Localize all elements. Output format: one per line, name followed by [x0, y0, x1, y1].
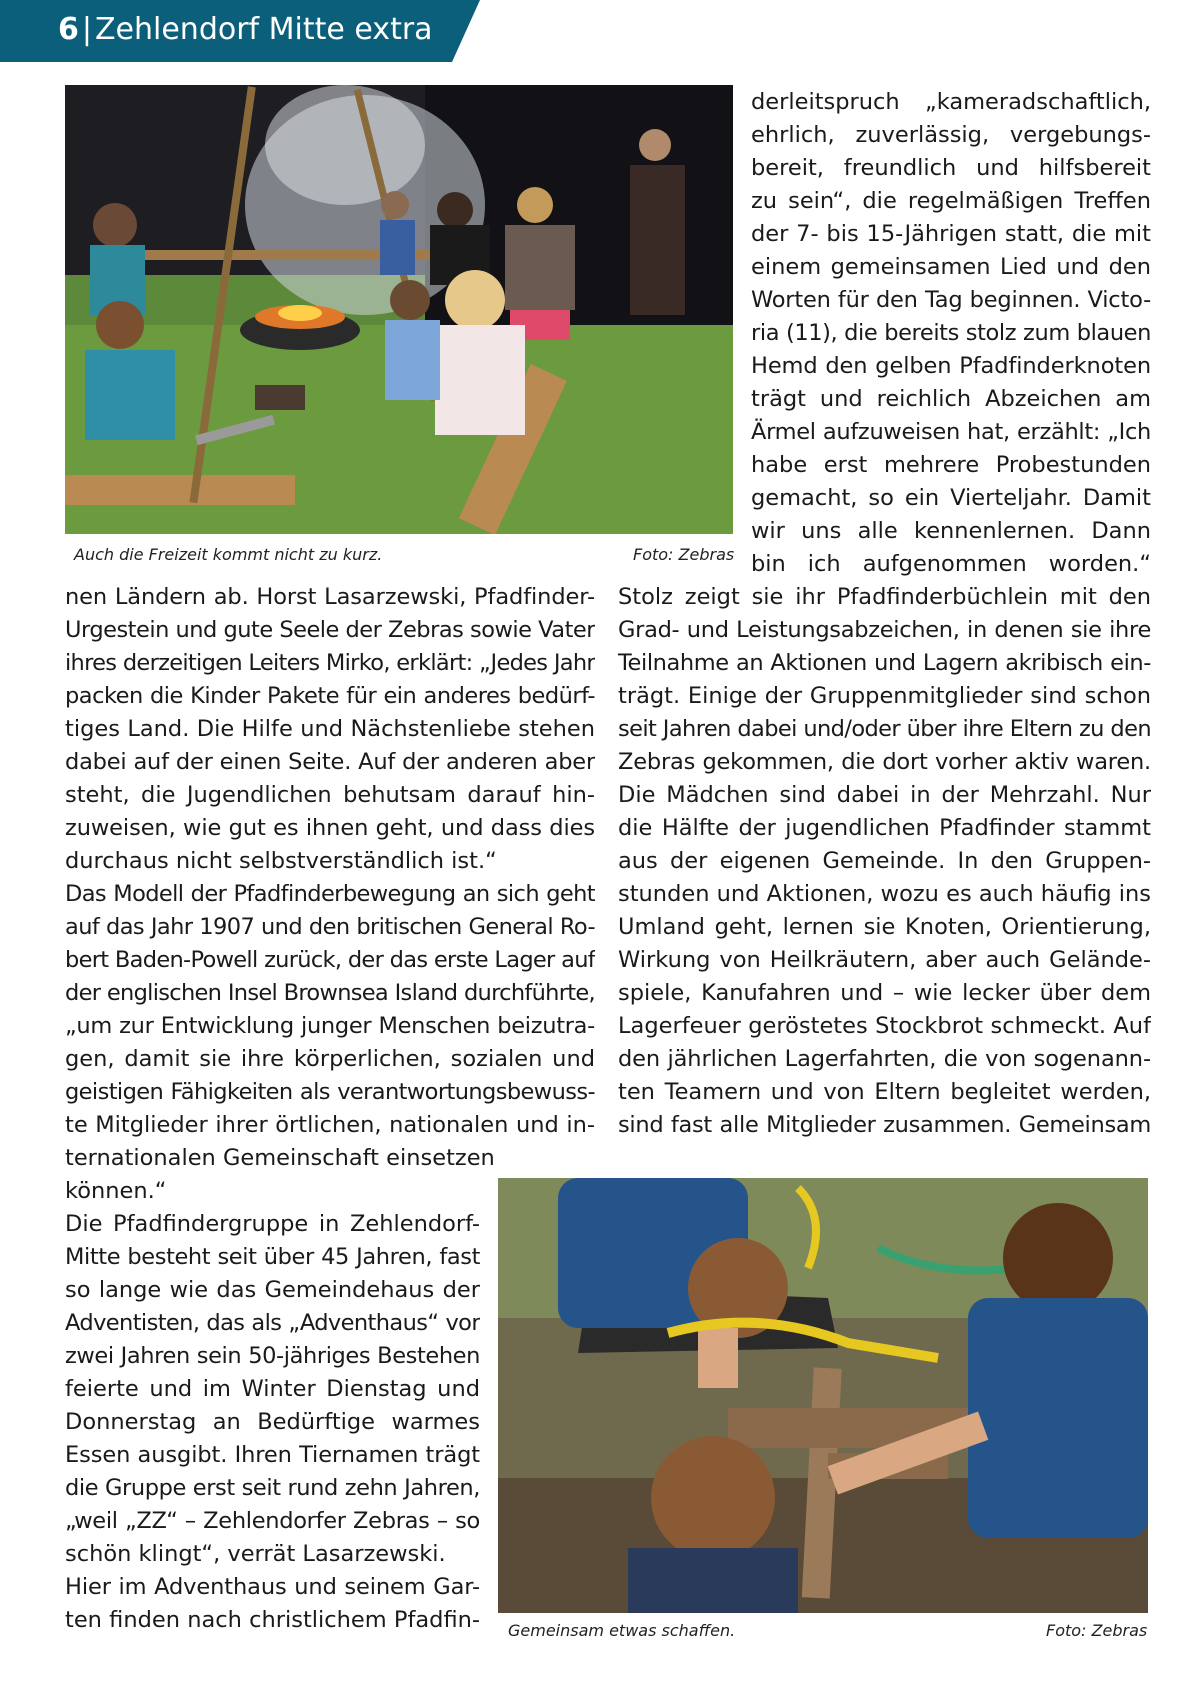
- text-line: so lange wie das Gemeindehaus der: [65, 1277, 480, 1303]
- text-line: „um zur Entwicklung junger Menschen beizutra-: [65, 1013, 595, 1039]
- text-line: Wirkung von Heilkräutern, aber auch Gelände-: [618, 947, 1151, 973]
- text-line: Hier im Adventhaus und seinem Gar-: [65, 1574, 480, 1600]
- text-line: gen, damit sie ihre körperlichen, sozialen und: [65, 1046, 595, 1072]
- text-line: auf das Jahr 1907 und den britischen General Ro-: [65, 914, 595, 940]
- text-line: bin ich aufgenommen worden.“: [751, 551, 1151, 577]
- photo-sawing-wood: [498, 1178, 1148, 1613]
- text-line: zwei Jahren sein 50-jähriges Bestehen: [65, 1343, 480, 1369]
- text-line: Ärmel aufzuweisen hat, erzählt: „Ich: [751, 419, 1151, 445]
- photo2-caption: Gemeinsam etwas schaffen.: [508, 1621, 736, 1640]
- text-line: spiele, Kanufahren und – wie lecker über dem: [618, 980, 1151, 1006]
- text-line: schön klingt“, verrät Lasarzewski.: [65, 1541, 446, 1567]
- text-line: tiges Land. Die Hilfe und Nächstenliebe stehen: [65, 716, 595, 742]
- text-line: Die Pfadfindergruppe in Zehlendorf-: [65, 1211, 480, 1237]
- text-line: dabei auf der einen Seite. Auf der anderen aber: [65, 749, 595, 775]
- text-line: der 7- bis 15-Jährigen statt, die mit: [751, 221, 1151, 247]
- sawing-photo-illustration: [498, 1178, 1148, 1613]
- text-line: der englischen Insel Brownsea Island durchführte,: [65, 980, 595, 1006]
- text-line: Worten für den Tag beginnen. Victo-: [751, 287, 1151, 313]
- text-line: zu sein“, die regelmäßigen Treffen: [751, 188, 1151, 214]
- text-line: den jährlichen Lagerfahrten, die von sogenann-: [618, 1046, 1151, 1072]
- text-line: bereit, freundlich und hilfsbereit: [751, 155, 1151, 181]
- text-line: habe erst mehrere Probestunden: [751, 452, 1151, 478]
- text-line: Grad- und Leistungsabzeichen, in denen sie ihre: [618, 617, 1151, 643]
- text-line: feierte und im Winter Dienstag und: [65, 1376, 480, 1402]
- text-line: nen Ländern ab. Horst Lasarzewski, Pfadfinder-: [65, 584, 595, 610]
- text-line: Die Mädchen sind dabei in der Mehrzahl. Nur: [618, 782, 1151, 808]
- text-line: die Gruppe erst seit rund zehn Jahren,: [65, 1475, 480, 1501]
- photo2-credit: Foto: Zebras: [1046, 1621, 1148, 1640]
- article-column-right-bottom: [618, 581, 1151, 1142]
- text-line: Teilnahme an Aktionen und Lagern akribisch ein-: [618, 650, 1151, 676]
- section-name: Zehlendorf Mitte extra: [94, 12, 433, 47]
- text-line: geistigen Fähigkeiten als verantwortungsbewuss-: [65, 1079, 595, 1105]
- text-line: wir uns alle kennenlernen. Dann: [751, 518, 1151, 544]
- campfire-photo-illustration: [65, 85, 733, 534]
- text-line: steht, die Jugendlichen behutsam darauf hin-: [65, 782, 595, 808]
- text-line: zuweisen, wie gut es ihnen geht, und dass dies: [65, 815, 595, 841]
- text-line: Urgestein und gute Seele der Zebras sowie Vater: [65, 617, 595, 643]
- text-line: ten Teamern und von Eltern begleitet werden,: [618, 1079, 1151, 1105]
- text-line: ternationalen Gemeinschaft einsetzen: [65, 1145, 495, 1171]
- text-line: Mitte besteht seit über 45 Jahren, fast: [65, 1244, 480, 1270]
- text-line: derleitspruch „kameradschaftlich,: [751, 89, 1151, 115]
- photo-campfire: [65, 85, 733, 534]
- text-line: Lagerfeuer geröstetes Stockbrot schmeckt. Auf: [618, 1013, 1151, 1039]
- text-line: aus der eigenen Gemeinde. In den Gruppen-: [618, 848, 1151, 874]
- text-line: Das Modell der Pfadfinderbewegung an sich geht: [65, 881, 595, 907]
- text-line: ria (11), die bereits stolz zum blauen: [751, 320, 1151, 346]
- text-line: Essen ausgibt. Ihren Tiernamen trägt: [65, 1442, 480, 1468]
- text-line: sind fast alle Mitglieder zusammen. Gemeinsam: [618, 1112, 1151, 1138]
- text-line: ehrlich, zuverlässig, vergebungs-: [751, 122, 1151, 148]
- photo1-caption: Auch die Freizeit kommt nicht zu kurz.: [74, 545, 383, 564]
- text-line: trägt. Einige der Gruppenmitglieder sind schon: [618, 683, 1151, 709]
- text-line: seit Jahren dabei und/oder über ihre Eltern zu den: [618, 716, 1151, 742]
- text-line: packen die Kinder Pakete für ein anderes bedürf-: [65, 683, 595, 709]
- text-line: ten finden nach christlichem Pfadfin-: [65, 1607, 480, 1633]
- article-column-right-top: [751, 86, 1151, 581]
- text-line: stunden und Aktionen, wozu es auch häufig ins: [618, 881, 1151, 907]
- page-number: 6: [58, 12, 79, 47]
- text-line: gemacht, so ein Vierteljahr. Damit: [751, 485, 1151, 511]
- text-line: Zebras gekommen, die dort vorher aktiv waren.: [618, 749, 1151, 775]
- text-line: bert Baden-Powell zurück, der das erste Lager auf: [65, 947, 595, 973]
- text-line: Adventisten, das als „Adventhaus“ vor: [65, 1310, 480, 1336]
- text-line: die Hälfte der jugendlichen Pfadfinder stammt: [618, 815, 1151, 841]
- text-line: durchaus nicht selbstverständlich ist.“: [65, 848, 497, 874]
- text-line: ihres derzeitigen Leiters Mirko, erklärt: „Jedes Jahr: [65, 650, 595, 676]
- text-line: Umland geht, lernen sie Knoten, Orientierung,: [618, 914, 1151, 940]
- text-line: Donnerstag an Bedürftige warmes: [65, 1409, 480, 1435]
- text-line: einem gemeinsamen Lied und den: [751, 254, 1151, 280]
- text-line: Hemd den gelben Pfadfinderknoten: [751, 353, 1151, 379]
- text-line: Stolz zeigt sie ihr Pfadfinderbüchlein mit den: [618, 584, 1151, 610]
- header-separator: |: [81, 12, 92, 47]
- text-line: te Mitglieder ihrer örtlichen, nationalen und in-: [65, 1112, 595, 1138]
- text-line: trägt und reichlich Abzeichen am: [751, 386, 1151, 412]
- text-line: „weil „ZZ“ – Zehlendorfer Zebras – so: [65, 1508, 480, 1534]
- text-line: können.“: [65, 1178, 167, 1204]
- photo1-credit: Foto: Zebras: [633, 545, 735, 564]
- section-header-title: [58, 12, 433, 48]
